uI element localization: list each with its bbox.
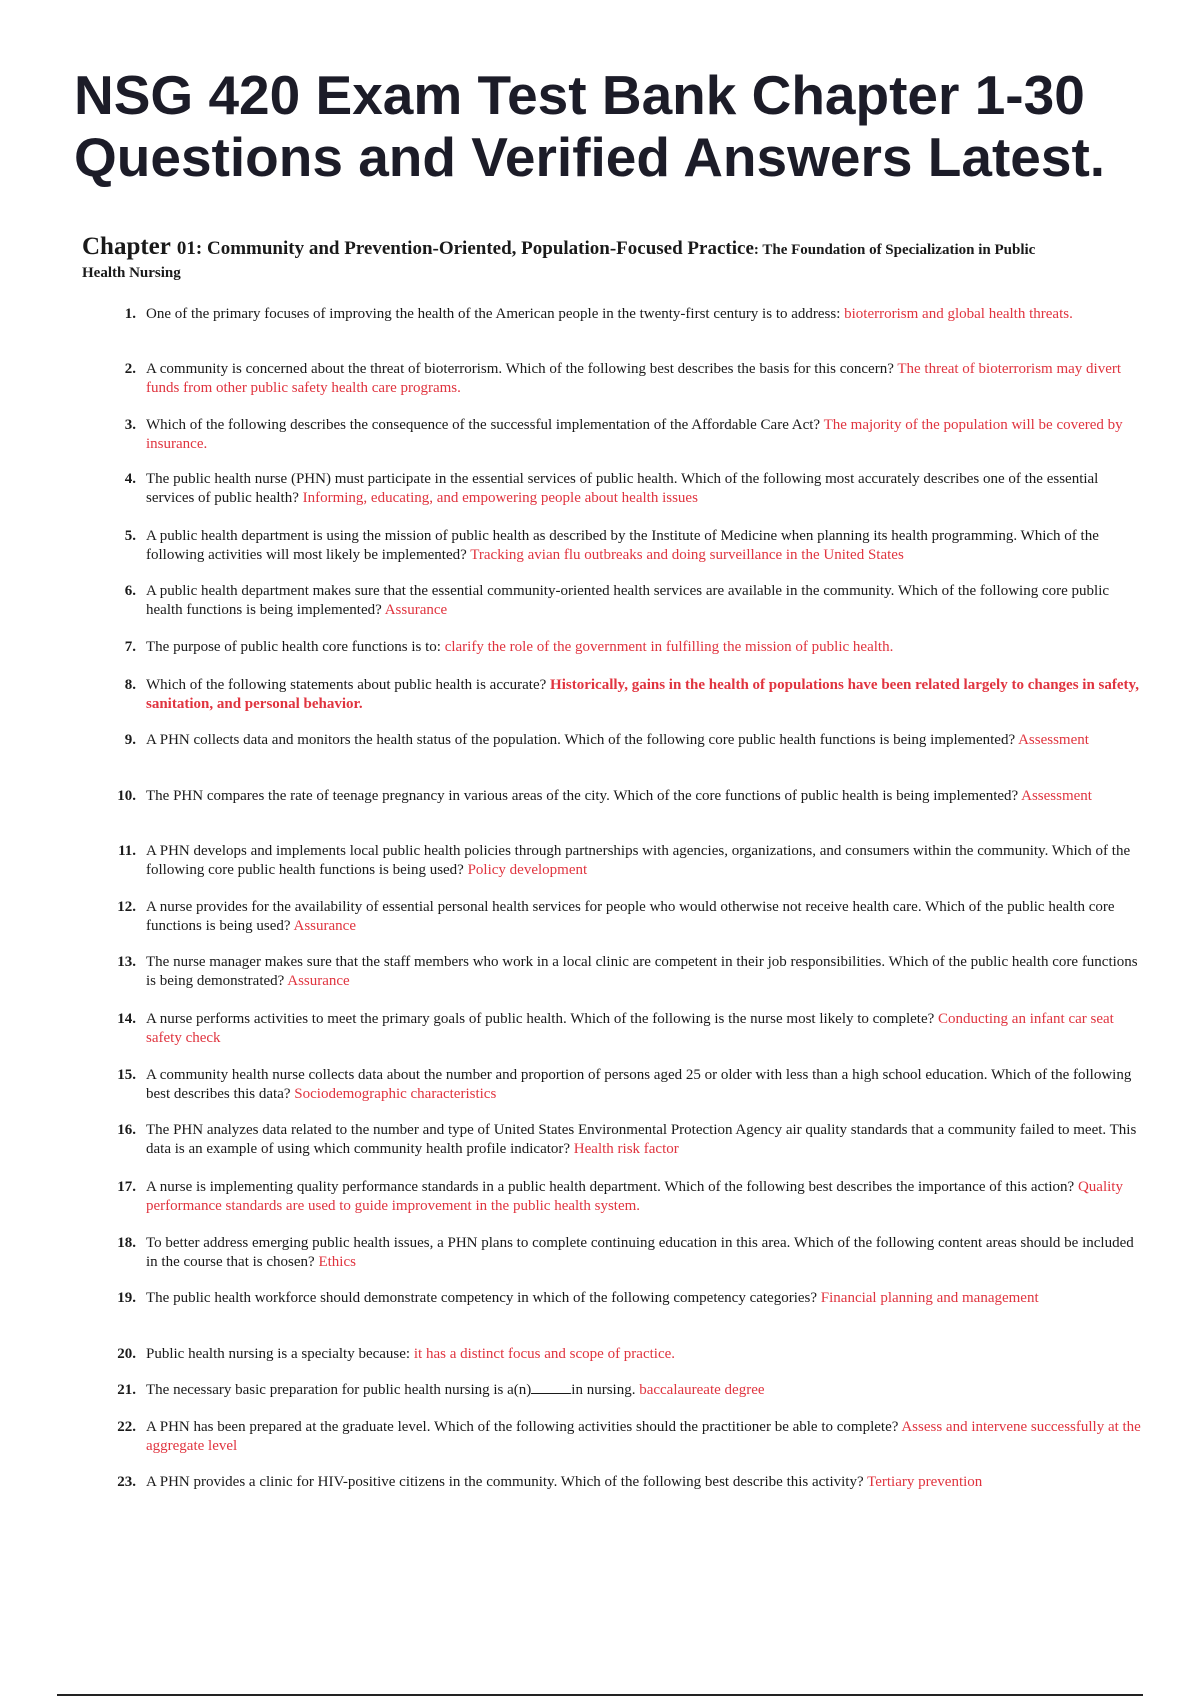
chapter-word: Chapter (82, 233, 171, 260)
answer-text: Tertiary prevention (867, 1474, 983, 1490)
question-number: 14. (117, 1011, 136, 1027)
question-text: Public health nursing is a specialty because: (146, 1346, 411, 1362)
answer-text: clarify the role of the government in fulfilling the mission of public health. (444, 639, 894, 655)
question-number: 11. (118, 843, 136, 859)
answer-text: The majority of the population will be covered by insurance. (146, 417, 1123, 452)
question-number: 8. (124, 677, 136, 693)
question-text: One of the primary focuses of improving the health of the American people in the twenty-first century is to address: (146, 306, 841, 322)
question-text-after: in nursing. (571, 1382, 636, 1398)
question-number: 12. (117, 899, 136, 915)
question-number: 21. (117, 1382, 136, 1398)
question-text: The necessary basic preparation for public health nursing is a(n) (146, 1382, 532, 1398)
chapter-subtitle: : The Foundation of Specialization in Public Health Nursing (82, 242, 1036, 281)
answer-text: Sociodemographic characteristics (294, 1086, 497, 1102)
fill-in-blank (531, 1381, 571, 1394)
answer-text: Historically, gains in the health of populations have been related largely to changes in safety, sanitation, and personal behavior. (146, 677, 1139, 712)
question-number: 19. (117, 1290, 136, 1306)
question-number: 9. (124, 732, 136, 748)
question-text: A PHN develops and implements local public health policies through partnerships with agencies, organizations, and consumers within the community. Which of the following core public health functions is being used? (146, 843, 1131, 878)
question-text: A PHN collects data and monitors the health status of the population. Which of the following core public health functions is being implemented? (146, 732, 1016, 748)
question-text: A public health department is using the mission of public health as described by the Institute of Medicine when planning its health programming. Which of the following activities will most likely be implemented? (146, 528, 1099, 563)
question-text: A nurse provides for the availability of essential personal health services for people who would otherwise not receive health care. Which of the public health core functions is being used? (146, 899, 1115, 934)
question-text: A community health nurse collects data about the number and proportion of persons aged 25 or older with less than a high school education. Which of the following best describes this data? (146, 1067, 1132, 1102)
question-text: Which of the following statements about public health is accurate? (146, 677, 547, 693)
question-number: 10. (117, 788, 136, 804)
answer-text: Financial planning and management (820, 1290, 1039, 1306)
answer-text: bioterrorism and global health threats. (844, 306, 1073, 322)
answer-text: it has a distinct focus and scope of practice. (413, 1346, 676, 1362)
page-title: NSG 420 Exam Test Bank Chapter 1-30 Questions and Verified Answers Latest. (74, 64, 1106, 188)
question-number: 13. (117, 954, 136, 970)
question-text: The public health workforce should demonstrate competency in which of the following competency categories? (146, 1290, 818, 1306)
answer-text: Assessment (1021, 788, 1092, 804)
question-text: A nurse performs activities to meet the primary goals of public health. Which of the following is the nurse most likely to complete? (146, 1011, 935, 1027)
answer-text: Informing, educating, and empowering people about health issues (302, 490, 698, 506)
question-text: A community is concerned about the threat of bioterrorism. Which of the following best describes the basis for this concern? (146, 361, 894, 377)
question-number: 23. (117, 1474, 136, 1490)
question-number: 3. (124, 417, 136, 433)
answer-text: Assess and intervene successfully at the aggregate level (146, 1419, 1141, 1454)
question-text: A PHN provides a clinic for HIV-positive citizens in the community. Which of the following best describe this activity? (146, 1474, 864, 1490)
question-text: The public health nurse (PHN) must participate in the essential services of public health. Which of the following most accurately describes one of the essential services of public health? (146, 471, 1099, 506)
question-number: 16. (117, 1122, 136, 1138)
chapter-title: 01: Community and Prevention-Oriented, Population-Focused Practice (176, 238, 754, 259)
question-number: 17. (117, 1179, 136, 1195)
answer-text: The threat of bioterrorism may divert funds from other public safety health care programs. (146, 361, 1122, 396)
question-number: 1. (124, 306, 136, 322)
answer-text: Quality performance standards are used to guide improvement in the public health system. (146, 1179, 1123, 1214)
chapter-heading (82, 233, 1082, 283)
question-text: Which of the following describes the consequence of the successful implementation of the Affordable Care Act? (146, 417, 821, 433)
answer-text: Assessment (1018, 732, 1089, 748)
question-text: A public health department makes sure that the essential community-oriented health services are available in the community. Which of the following core public health functions is being implemented? (146, 583, 1110, 618)
question-text: To better address emerging public health issues, a PHN plans to complete continuing education in this area. Which of the following content areas should be included in the course that is chosen? (146, 1235, 1134, 1270)
answer-text: Ethics (318, 1254, 356, 1270)
answer-text: Conducting an infant car seat safety check (146, 1011, 1114, 1046)
question-text: The nurse manager makes sure that the staff members who work in a local clinic are competent in their job responsibilities. Which of the public health core functions is being demonstrated? (146, 954, 1138, 989)
answer-text: Assurance (384, 602, 448, 618)
question-text: A nurse is implementing quality performance standards in a public health department. Which of the following best describes the importance of this action? (146, 1179, 1075, 1195)
question-number: 18. (117, 1235, 136, 1251)
question-text: The PHN analyzes data related to the number and type of United States Environmental Protection Agency air quality standards that a community failed to meet. This data is an example of using which community health profile indicator? (146, 1122, 1137, 1157)
answer-text: Policy development (467, 862, 588, 878)
question-text: The purpose of public health core functions is to: (146, 639, 441, 655)
question-number: 15. (117, 1067, 136, 1083)
answer-text: Health risk factor (573, 1141, 679, 1157)
question-number: 22. (117, 1419, 136, 1435)
answer-text: Tracking avian flu outbreaks and doing surveillance in the United States (470, 547, 904, 563)
page-bottom-rule (57, 1694, 1143, 1696)
question-number: 7. (124, 639, 136, 655)
question-text: A PHN has been prepared at the graduate level. Which of the following activities should the practitioner be able to complete? (146, 1419, 899, 1435)
answer-text: baccalaureate degree (639, 1382, 765, 1398)
question-number: 5. (124, 528, 136, 544)
question-number: 2. (124, 361, 136, 377)
answer-text: Assurance (293, 918, 356, 934)
answer-text: Assurance (287, 973, 350, 989)
question-text: The PHN compares the rate of teenage pregnancy in various areas of the city. Which of the core functions of public health is being implemented? (146, 788, 1019, 804)
question-number: 6. (124, 583, 136, 599)
question-number: 20. (117, 1346, 136, 1362)
question-number: 4. (124, 471, 136, 487)
